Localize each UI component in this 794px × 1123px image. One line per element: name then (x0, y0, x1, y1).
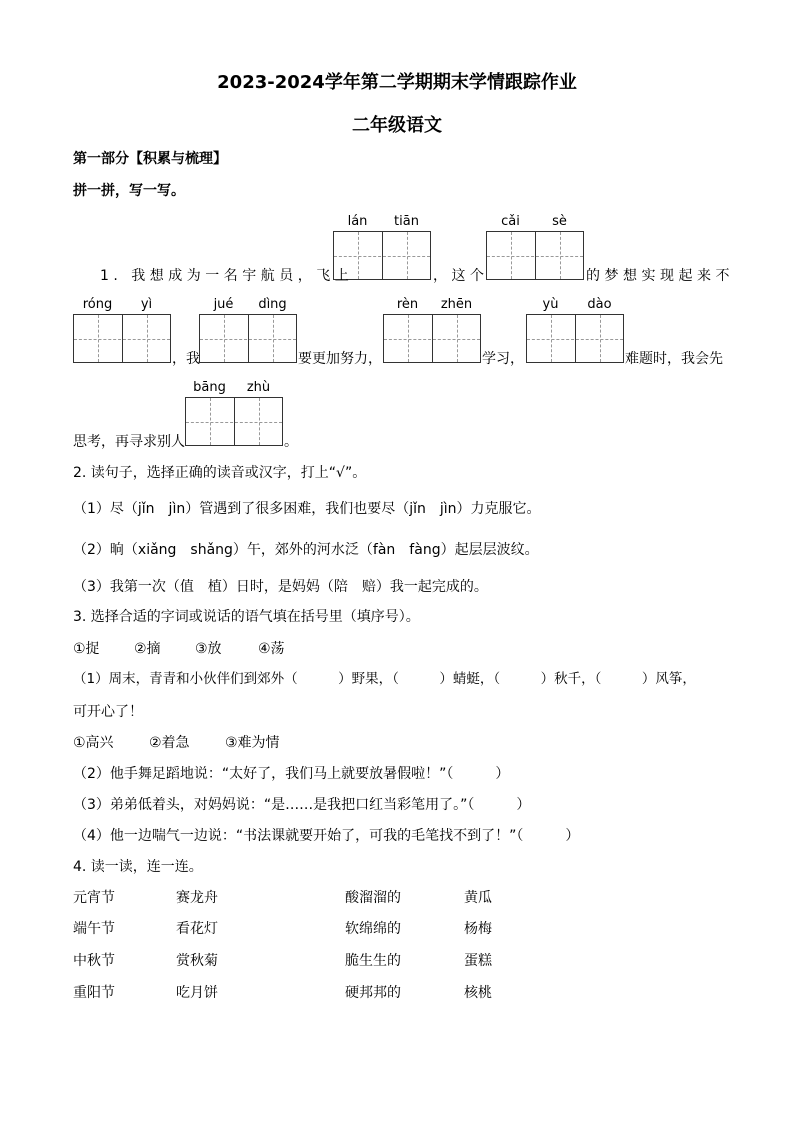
q3-option-1: ①捉 (73, 641, 100, 657)
q3-tone-2: ②着急 (149, 735, 190, 751)
q1-line1-mid: ，这个 (433, 268, 489, 284)
q1-line3-a: 思考，再寻求别人 (73, 434, 185, 450)
section-heading: 第一部分【积累与梳理】 (73, 151, 227, 167)
q4-col3-item: 酸溜溜的 (345, 890, 401, 906)
pinyin-yi: yì (140, 297, 153, 312)
q4-col4-item: 蛋糕 (464, 953, 492, 969)
writing-box-yudao[interactable] (526, 314, 624, 363)
q4-col3-item: 脆生生的 (345, 953, 401, 969)
q3-item-2: （2）他手舞足蹈地说：“太好了，我们马上就要放暑假啦！”（ ） (73, 766, 510, 782)
q1-line2-b: 要更加努力， (298, 351, 382, 367)
pinyin-jue: jué (213, 297, 234, 312)
q3-option-4: ④荡 (258, 641, 285, 657)
q3-item-1-line1: （1）周末，青青和小伙伴们到郊外（ ）野果，（ ）蜻蜓，（ ）秋千，（ ）风筝， (73, 671, 696, 687)
q3-tone-3: ③难为情 (225, 735, 280, 751)
pinyin-dao: dào (587, 297, 612, 312)
page-subtitle: 二年级语文 (352, 115, 442, 136)
writing-box-renzhen[interactable] (383, 314, 481, 363)
q2-item-2: （2）晌（xiǎng shǎng）午，郊外的河水泛（fàn fàng）起层层波纹。 (73, 542, 539, 558)
pinyin-bang: bāng (193, 380, 226, 395)
q2-prompt: 2. 读句子，选择正确的读音或汉字，打上“√”。 (73, 465, 367, 481)
q4-col4-item: 核桃 (464, 985, 492, 1001)
q1-line3-b: 。 (284, 434, 298, 450)
instruction: 拼一拼，写一写。 (73, 183, 185, 199)
pinyin-rong: róng (82, 297, 113, 312)
pinyin-tian: tiān (394, 214, 419, 229)
pinyin-yu: yù (542, 297, 559, 312)
q2-item-3: （3）我第一次（值 植）日时，是妈妈（陪 赔）我一起完成的。 (73, 579, 488, 595)
q4-col3-item: 软绵绵的 (345, 921, 401, 937)
writing-box-rongyi[interactable] (73, 314, 171, 363)
q3-option-3: ③放 (195, 641, 222, 657)
q4-col1-item: 重阳节 (73, 985, 115, 1001)
q4-col1-item: 端午节 (73, 921, 115, 937)
q3-tone-1: ①高兴 (73, 735, 114, 751)
q3-option-2: ②摘 (134, 641, 161, 657)
q1-line2-d: 难题时，我会先 (625, 351, 723, 367)
pinyin-ren: rèn (396, 297, 419, 312)
q4-prompt: 4. 读一读，连一连。 (73, 859, 203, 875)
q4-col2-item: 看花灯 (176, 921, 218, 937)
q4-col1-item: 元宵节 (73, 890, 115, 906)
writing-box-bangzhu[interactable] (185, 397, 283, 446)
pinyin-zhu: zhù (246, 380, 271, 395)
writing-box-caise[interactable] (486, 231, 584, 280)
q1-line2-c: 学习， (482, 351, 524, 367)
q1-line1-suffix: 的梦想实现起来不 (586, 268, 734, 284)
q4-col2-item: 吃月饼 (176, 985, 218, 1001)
q3-prompt: 3. 选择合适的字词或说话的语气填在括号里（填序号）。 (73, 609, 420, 625)
q4-col4-item: 黄瓜 (464, 890, 492, 906)
pinyin-cai: cǎi (501, 214, 520, 229)
pinyin-lan: lán (347, 214, 368, 229)
q4-col2-item: 赏秋菊 (176, 953, 218, 969)
q2-item-1: （1）尽（jǐn jìn）管遇到了很多困难，我们也要尽（jǐn jìn）力克服它。 (73, 501, 541, 517)
q4-col1-item: 中秋节 (73, 953, 115, 969)
pinyin-zhen: zhēn (440, 297, 473, 312)
q3-item-1-line2: 可开心了！ (73, 704, 143, 720)
pinyin-se: sè (552, 214, 567, 229)
q1-line2-a: ，我 (172, 351, 200, 367)
q4-col4-item: 杨梅 (464, 921, 492, 937)
q3-item-4: （4）他一边喘气一边说：“书法课就要开始了，可我的毛笔找不到了！”（ ） (73, 828, 580, 844)
writing-box-jueding[interactable] (199, 314, 297, 363)
page-title: 2023-2024学年第二学期期末学情跟踪作业 (217, 72, 577, 93)
q4-col2-item: 赛龙舟 (176, 890, 218, 906)
q1-line1-prefix: 1. 我想成为一名宇航员，飞上 (100, 268, 354, 284)
pinyin-ding: dìng (258, 297, 287, 312)
q4-col3-item: 硬邦邦的 (345, 985, 401, 1001)
q3-item-3: （3）弟弟低着头，对妈妈说：“是……是我把口红当彩笔用了。”（ ） (73, 797, 531, 813)
